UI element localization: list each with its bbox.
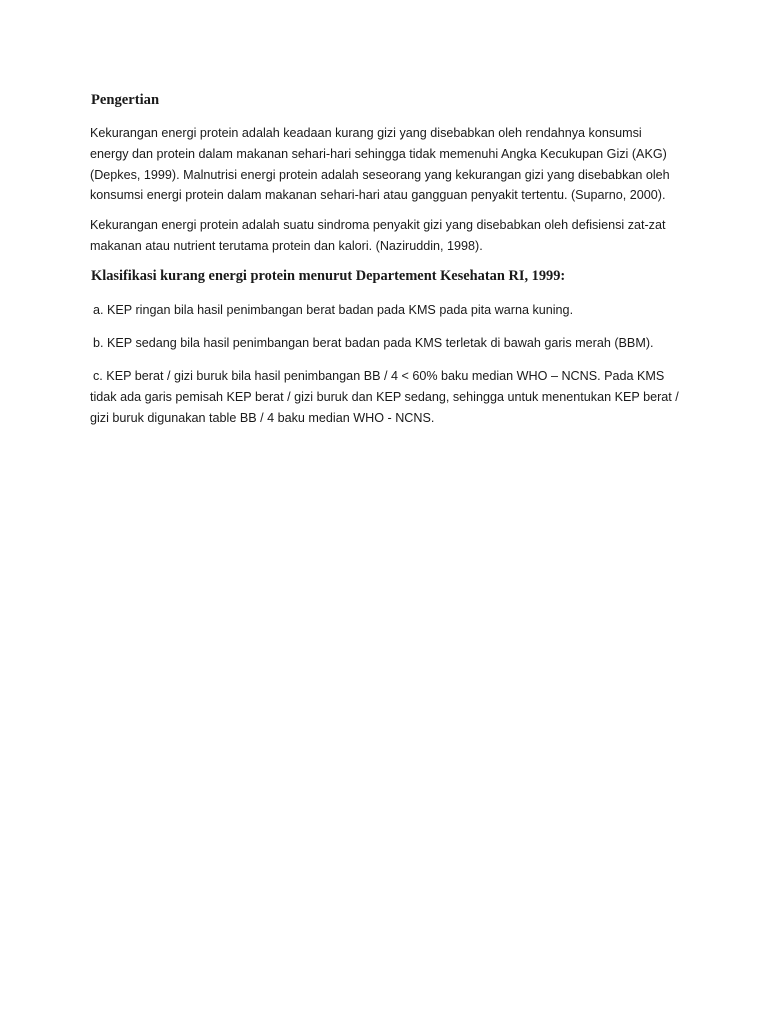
paragraph-line: (Depkes, 1999). Malnutrisi energi protein adalah seseorang yang kekurangan gizi yang disebabkan oleh bbox=[90, 167, 670, 182]
paragraph-line: makanan atau nutrient terutama protein dan kalori. (Naziruddin, 1998). bbox=[90, 238, 483, 253]
paragraph-definition-1 bbox=[90, 123, 670, 206]
list-item-line: tidak ada garis pemisah KEP berat / gizi buruk dan KEP sedang, sehingga untuk menentukan KEP berat / bbox=[90, 389, 679, 404]
paragraph-line: konsumsi energi protein dalam makanan sehari-hari atau gangguan penyakit tertentu. (Suparno, 2000). bbox=[90, 188, 666, 203]
list-item-line: a. KEP ringan bila hasil penimbangan berat badan pada KMS pada pita warna kuning. bbox=[93, 303, 574, 317]
list-item-line: gizi buruk digunakan table BB / 4 baku median WHO - NCNS. bbox=[90, 410, 435, 425]
paragraph-line: Kekurangan energi protein adalah suatu sindroma penyakit gizi yang disebabkan oleh defisiensi zat-zat bbox=[90, 218, 666, 232]
list-item-b bbox=[93, 333, 654, 354]
list-item-line: c. KEP berat / gizi buruk bila hasil penimbangan BB / 4 < 60% baku median WHO – NCNS. Pada KMS bbox=[93, 369, 665, 383]
paragraph-line: energy dan protein dalam makanan sehari-hari sehingga tidak memenuhi Angka Kecukupan Gizi (AKG) bbox=[90, 146, 667, 161]
heading-klasifikasi: Klasifikasi kurang energi protein menurut Departement Kesehatan RI, 1999: bbox=[91, 268, 566, 284]
list-item-c bbox=[90, 366, 679, 428]
paragraph-definition-2 bbox=[90, 215, 665, 257]
paragraph-line: Kekurangan energi protein adalah keadaan kurang gizi yang disebabkan oleh rendahnya konsumsi bbox=[90, 126, 642, 140]
list-item-line: b. KEP sedang bila hasil penimbangan berat badan pada KMS terletak di bawah garis merah (BBM). bbox=[93, 336, 654, 350]
heading-pengertian: Pengertian bbox=[91, 92, 160, 108]
list-item-a bbox=[93, 300, 573, 321]
